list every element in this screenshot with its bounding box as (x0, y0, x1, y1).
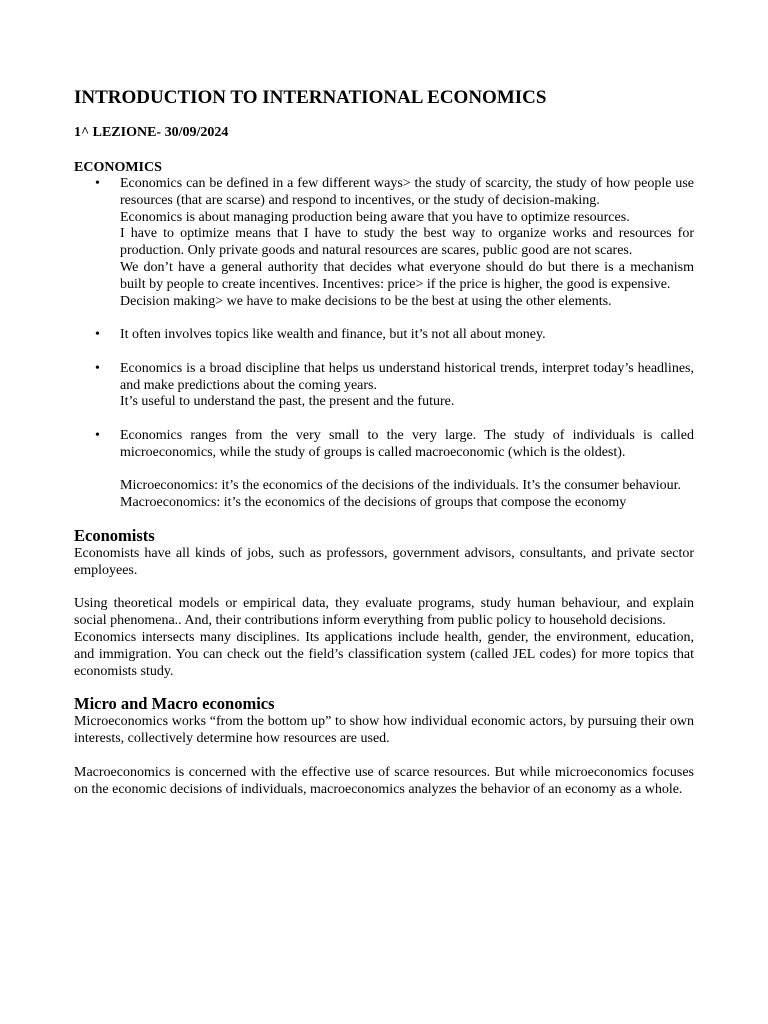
bullet-paragraph: Microeconomics: it’s the economics of the decisions of the individuals. It’s the consumer behaviour. (120, 478, 682, 494)
document-content (74, 86, 694, 798)
section-spacer (74, 512, 694, 526)
bullet-paragraph: Economics is a broad discipline that helps us understand historical trends, interpret today’s headlines, and make predictions about the coming years. (120, 360, 694, 393)
section-spacer (74, 680, 694, 694)
bullet-paragraph: We don’t have a general authority that decides what everyone should do but there is a mechanism built by people to create incentives. Incentives: price> if the price is higher, the good is expensive. (120, 259, 694, 292)
bullet-paragraph: It often involves topics like wealth and finance, but it’s not all about money. (120, 327, 546, 343)
bullet-icon: • (95, 360, 100, 376)
bullet-paragraph: Decision making> we have to make decisions to be the best at using the other elements. (120, 293, 612, 309)
paragraph: Economics intersects many disciplines. Its applications include health, gender, the environment, education, and immigration. You can check out the field’s classification system (called JEL codes) for more topics that economists study. (74, 629, 694, 679)
paragraph: Microeconomics works “from the bottom up” to show how individual economic actors, by pursuing their own interests, collectively determine how resources are used. (74, 714, 694, 747)
paragraph: Economists have all kinds of jobs, such as professors, government advisors, consultants, and private sector employees. (74, 545, 694, 578)
blank-line (74, 748, 694, 765)
section-label-economics: ECONOMICS (74, 160, 162, 175)
bullet-paragraph: I have to optimize means that I have to study the best way to organize works and resources for production. Only private goods and natural resources are scares, public good are not scares. (120, 226, 694, 259)
document-title: INTRODUCTION TO INTERNATIONAL ECONOMICS (74, 87, 547, 108)
heading-micro-macro: Micro and Macro economics (74, 694, 275, 714)
bullet-item (74, 428, 694, 512)
bullet-item (74, 176, 694, 310)
lesson-date: 1^ LEZIONE- 30/09/2024 (74, 125, 229, 140)
blank-line (120, 462, 694, 479)
bullet-paragraph: Macroeconomics: it’s the economics of the decisions of groups that compose the economy (120, 495, 627, 511)
bullet-item (74, 361, 694, 411)
bullet-icon: • (95, 176, 100, 191)
paragraph: Using theoretical models or empirical data, they evaluate programs, study human behaviour, and explain social phenomena.. And, their contributions inform everything from public policy to household decisions. (74, 596, 694, 629)
bullet-paragraph: Economics ranges from the very small to the very large. The study of individuals is called microeconomics, while the study of groups is called macroeconomic (which is the oldest). (120, 427, 694, 460)
economics-bullet-list (74, 176, 694, 512)
bullet-icon: • (95, 327, 100, 343)
bullet-paragraph: Economics is about managing production being aware that you have to optimize resources. (120, 209, 630, 225)
blank-line (74, 580, 694, 597)
bullet-paragraph: It’s useful to understand the past, the present and the future. (120, 394, 455, 410)
heading-economists: Economists (74, 525, 155, 545)
bullet-item (74, 327, 694, 344)
paragraph: Macroeconomics is concerned with the effective use of scarce resources. But while microeconomics focuses on the economic decisions of individuals, macroeconomics analyzes the behavior of an economy as a whole. (74, 764, 694, 797)
bullet-icon: • (95, 427, 100, 443)
bullet-paragraph: Economics can be defined in a few different ways> the study of scarcity, the study of how people use resources (that are scarse) and respond to incentives, or the study of decision-making. (120, 176, 694, 208)
